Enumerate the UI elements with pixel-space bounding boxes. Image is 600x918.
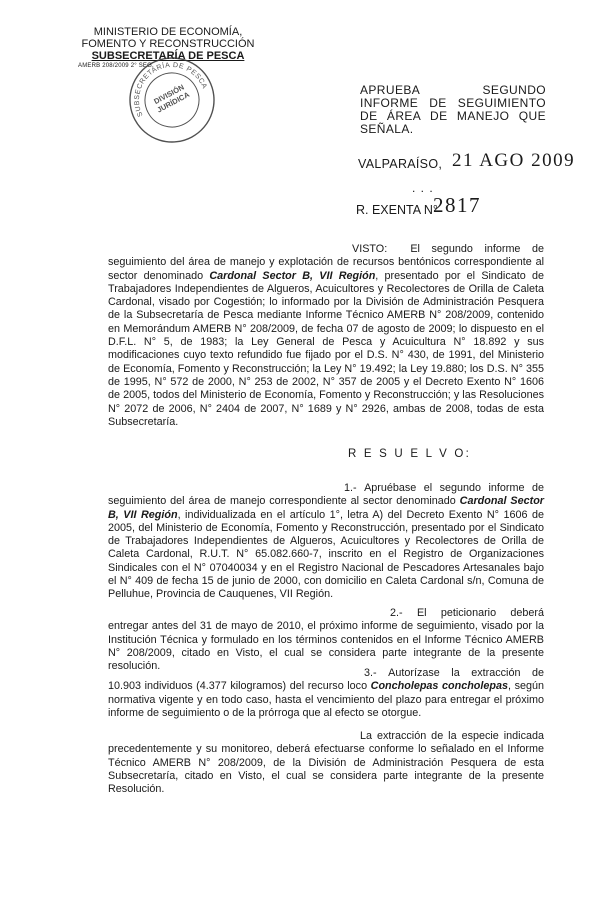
article-3-species: Concholepas concholepas	[370, 680, 508, 693]
article-2-paragraph	[108, 607, 544, 673]
subsecretaria-line: SUBSECRETARÍA DE PESCA	[91, 50, 245, 62]
visto-label: VISTO:	[352, 243, 388, 255]
article-1-text-2: , individualizada en el artículo 1°, letra A) del Decreto Exento N° 1606 de 2005, del Ministerio de Economía, Fomento y Reconstrucción, presentado por el Sindicato de Trabajadores Independientes de Algueros, Acuicultores y Recolectores de Orilla de Caleta Cardonal, R.U.T. N° 65.082.660-7, inscrito en el Registro de Organizaciones Sindicales con el N° 07040034 y en el Registro Nacional de Pescadores Artesanales bajo el N° 409 de fecha 15 de junio de 2000, con domicilio en Caleta Cardonal s/n, Comuna de Pelluhue, Provincia de Cauquenes, VII Región.	[108, 508, 544, 601]
stamp-ring-text: SUBSECRETARÍA DE PESCA	[133, 61, 208, 118]
ministry-line-1: MINISTERIO DE ECONOMÍA,	[93, 26, 243, 38]
exenta-label: R. EXENTA N°	[356, 203, 438, 217]
resolution-number: 2817	[433, 193, 481, 217]
article-3-text-2: , según normativa vigente y en todo caso, hasta el vencimiento del plazo para entregar el próximo informe de seguimiento o de la prórroga que al efecto se otorgue.	[108, 680, 544, 719]
article-1-text-1: Apruébase el segundo informe de seguimiento del área de manejo correspondiente al sector denominado	[108, 482, 544, 508]
extraction-paragraph	[108, 730, 544, 796]
visto-text-1: El segundo informe de seguimiento del área de manejo y explotación de recursos bentónicos correspondiente al sector denominado	[108, 243, 544, 282]
place-label: VALPARAÍSO,	[358, 157, 443, 171]
visto-sector: Cardonal Sector B, VII Región	[209, 269, 376, 282]
visto-paragraph	[108, 243, 544, 429]
article-2-text: El peticionario deberá entregar antes del 31 de mayo de 2010, el próximo informe de seguimiento, visado por la Institución Técnica y formulado en los términos contenidos en el Informe Técnico AMERB N° 208/2009, citado en Visto, el cual se considera parte integrante de la presente resolución.	[108, 607, 545, 673]
reference-code: AMERB 208/2009 2° SEG.	[78, 63, 154, 69]
article-1-number: 1.-	[344, 482, 357, 494]
article-1-paragraph	[108, 482, 544, 602]
article-3-number: 3.-	[364, 667, 377, 679]
punch-marks: . . .	[412, 181, 434, 195]
resolution-title: APRUEBA SEGUNDO INFORME DE SEGUIMIENTO DE ÁREA DE MANEJO QUE SEÑALA.	[360, 83, 546, 136]
article-2-number: 2.-	[390, 607, 403, 619]
resuelvo-heading: R E S U E L V O:	[348, 448, 471, 460]
extraction-text: La extracción de la especie indicada precedentemente y su monitoreo, deberá efectuarse conforme lo señalado en el Informe Técnico AMERB N° 208/2009, de la División de Administración Pesquera de esta Subsecretaría, citado en Visto, el cual se considera parte integrante de la presente Resolución.	[108, 730, 544, 796]
article-3-paragraph	[108, 667, 544, 720]
article-3-text-1: Autorízase la extracción de 10.903 individuos (4.377 kilogramos) del recurso loco	[108, 667, 545, 693]
article-1-sector: Cardonal Sector B, VII Región	[108, 495, 544, 521]
stamp-center-text: DIVISIÓN JURÍDICA	[152, 82, 191, 115]
ministry-line-2: FOMENTO Y RECONSTRUCCIÓN	[81, 38, 255, 50]
visto-text-2: , presentado por el Sindicato de Trabajadores Independientes de Algueros, Acuicultores y Recolectores de Orilla de Caleta Cardonal, visado por Cogestión; lo informado por la División de Administración Pesquera de la Subsecretaría de Pesca mediante Informe Técnico AMERB N° 208/2009, contenido en Memorándum AMERB N° 208/2009, de fecha 07 de agosto de 2009; lo dispuesto en el D.F.L. N° 5, de 1983; la Ley General de Pesca y Acuicultura N° 18.892 y sus modificaciones cuyo texto refundido fue fijado por el D.S. N° 430, de 1991, del Ministerio de Economía, Fomento y Reconstrucción; la Ley N° 19.492; la Ley 19.880; los D.S. N° 355 de 1995, N° 572 de 2000, N° 253 de 2002, N° 357 de 2005 y el Decreto Exento N° 1606 de 2005, todos del Ministerio de Economía, Fomento y Reconstrucción; y las Resoluciones N° 2072 de 2006, N° 2404 de 2007, N° 1689 y N° 2926, ambas de 2008, todas de esta Subsecretaría.	[108, 269, 544, 428]
resolution-date: 21 AGO 2009	[452, 150, 576, 171]
